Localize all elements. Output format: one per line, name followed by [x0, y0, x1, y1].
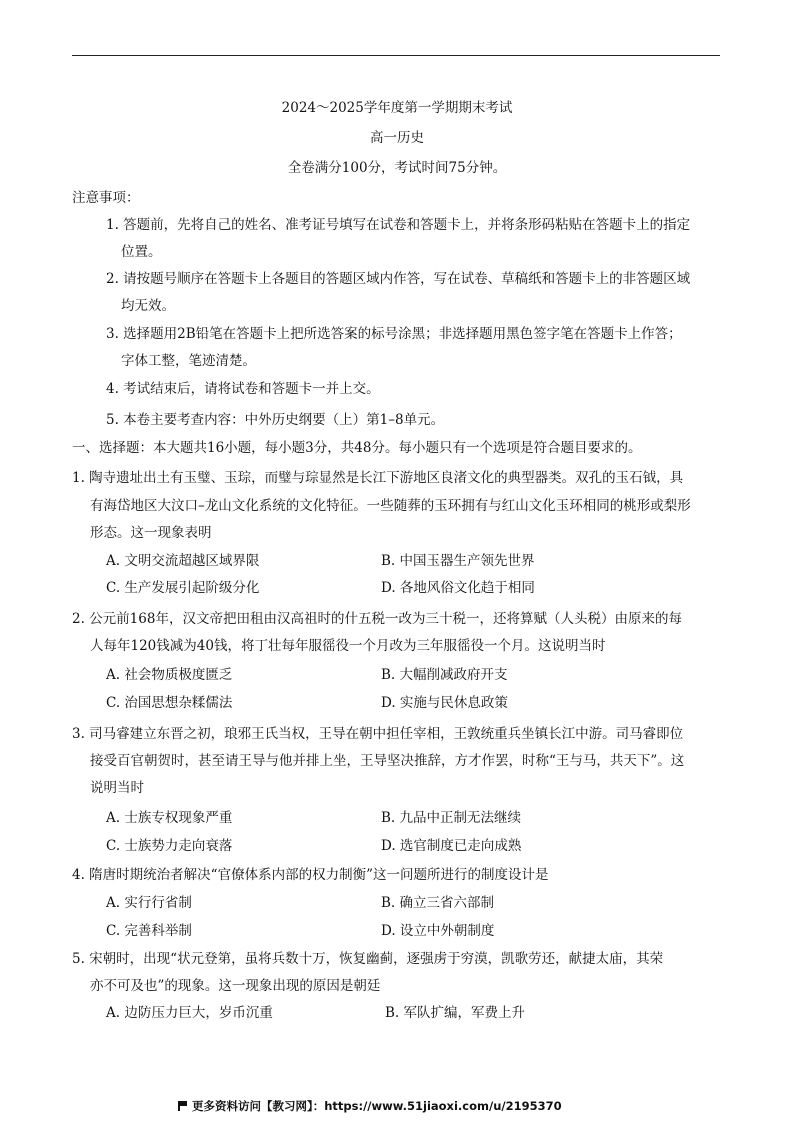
- question-line: 亦不可及也”的现象。这一现象出现的原因是朝廷: [90, 978, 381, 994]
- notice-heading: 注意事项：: [72, 190, 140, 206]
- exam-info: 全卷满分100分，考试时间75分钟。: [287, 160, 507, 176]
- option-a: A. 社会物质极度匮乏: [106, 667, 233, 683]
- notice-line: 位置。: [121, 244, 162, 260]
- question-line: 人每年120钱减为40钱，将丁壮每年服徭役一个月改为三年服徭役一个月。这说明当时: [90, 638, 606, 654]
- exam-title: 2024～2025学年度第一学期期末考试: [281, 100, 513, 116]
- flag-icon: [178, 1101, 187, 1111]
- option-b: B. 九品中正制无法继续: [381, 810, 522, 826]
- option-c: C. 生产发展引起阶级分化: [106, 580, 260, 596]
- header-rule: [72, 55, 720, 56]
- question-line: 4. 隋唐时期统治者解决“官僚体系内部的权力制衡”这一问题所进行的制度设计是: [72, 867, 549, 883]
- notice-line: 1. 答题前，先将自己的姓名、准考证号填写在试卷和答题卡上，并将条形码粘贴在答题卡上的指定: [106, 217, 691, 233]
- question-line: 2. 公元前168年，汉文帝把田租由汉高祖时的什五税一改为三十税一，还将算赋（人头税）由原来的每: [72, 611, 682, 627]
- option-b: B. 确立三省六部制: [381, 895, 495, 911]
- notice-line: 5. 本卷主要考查内容：中外历史纲要（上）第1–8单元。: [106, 412, 445, 428]
- option-d: D. 各地风俗文化趋于相同: [381, 580, 535, 596]
- option-d: D. 选官制度已走向成熟: [381, 838, 522, 854]
- footer-link[interactable]: [178, 1098, 562, 1114]
- option-a: A. 边防压力巨大，岁币沉重: [106, 1005, 273, 1021]
- notice-line: 3. 选择题用2B铅笔在答题卡上把所选答案的标号涂黑；非选择题用黑色签字笔在答题卡上作答；: [106, 326, 682, 342]
- option-c: C. 完善科举制: [106, 923, 192, 939]
- notice-line: 均无效。: [121, 298, 175, 314]
- option-a: A. 士族专权现象严重: [106, 810, 233, 826]
- question-line: 5. 宋朝时，出现“状元登第，虽将兵数十万，恢复幽蓟，逐强虏于穷漠，凯歌劳还，献捷太庙，其荣: [72, 951, 664, 967]
- option-c: C. 士族势力走向衰落: [106, 838, 233, 854]
- notice-line: 2. 请按题号顺序在答题卡上各题目的答题区域内作答，写在试卷、草稿纸和答题卡上的非答题区域: [106, 271, 691, 287]
- notice-line: 字体工整，笔迹清楚。: [121, 353, 256, 369]
- option-b: B. 军队扩编，军费上升: [385, 1005, 526, 1021]
- question-line: 3. 司马睿建立东晋之初，琅邪王氏当权，王导在朝中担任宰相，王敦统重兵坐镇长江中游。司马睿即位: [72, 726, 684, 742]
- option-a: A. 文明交流超越区域界限: [106, 553, 260, 569]
- question-line: 接受百官朝贺时，甚至请王导与他并排上坐，王导坚决推辞，方才作罢，时称“王与马，共天下”。这: [90, 753, 685, 769]
- exam-subject: 高一历史: [370, 130, 424, 146]
- question-line: 形态。这一现象表明: [90, 525, 212, 541]
- option-d: D. 实施与民休息政策: [381, 695, 508, 711]
- question-line: 1. 陶寺遗址出土有玉璧、玉琮，而璧与琮显然是长江下游地区良渚文化的典型器类。双孔的玉石钺，具: [72, 470, 684, 486]
- footer-text: 更多资料访问【教习网】：https://www.51jiaoxi.com/u/2195370: [192, 1099, 562, 1113]
- notice-line: 4. 考试结束后，请将试卷和答题卡一并上交。: [106, 381, 380, 397]
- question-line: 有海岱地区大汶口–龙山文化系统的文化特征。一些随葬的玉环拥有与红山文化玉环相同的桃形或梨形: [90, 498, 691, 514]
- section-heading: 一、选择题：本大题共16小题，每小题3分，共48分。每小题只有一个选项是符合题目要求的。: [72, 440, 642, 456]
- option-b: B. 大幅削减政府开支: [381, 667, 508, 683]
- option-a: A. 实行行省制: [106, 895, 192, 911]
- option-d: D. 设立中外朝制度: [381, 923, 495, 939]
- question-line: 说明当时: [90, 780, 144, 796]
- option-b: B. 中国玉器生产领先世界: [381, 553, 535, 569]
- option-c: C. 治国思想杂糅儒法: [106, 695, 233, 711]
